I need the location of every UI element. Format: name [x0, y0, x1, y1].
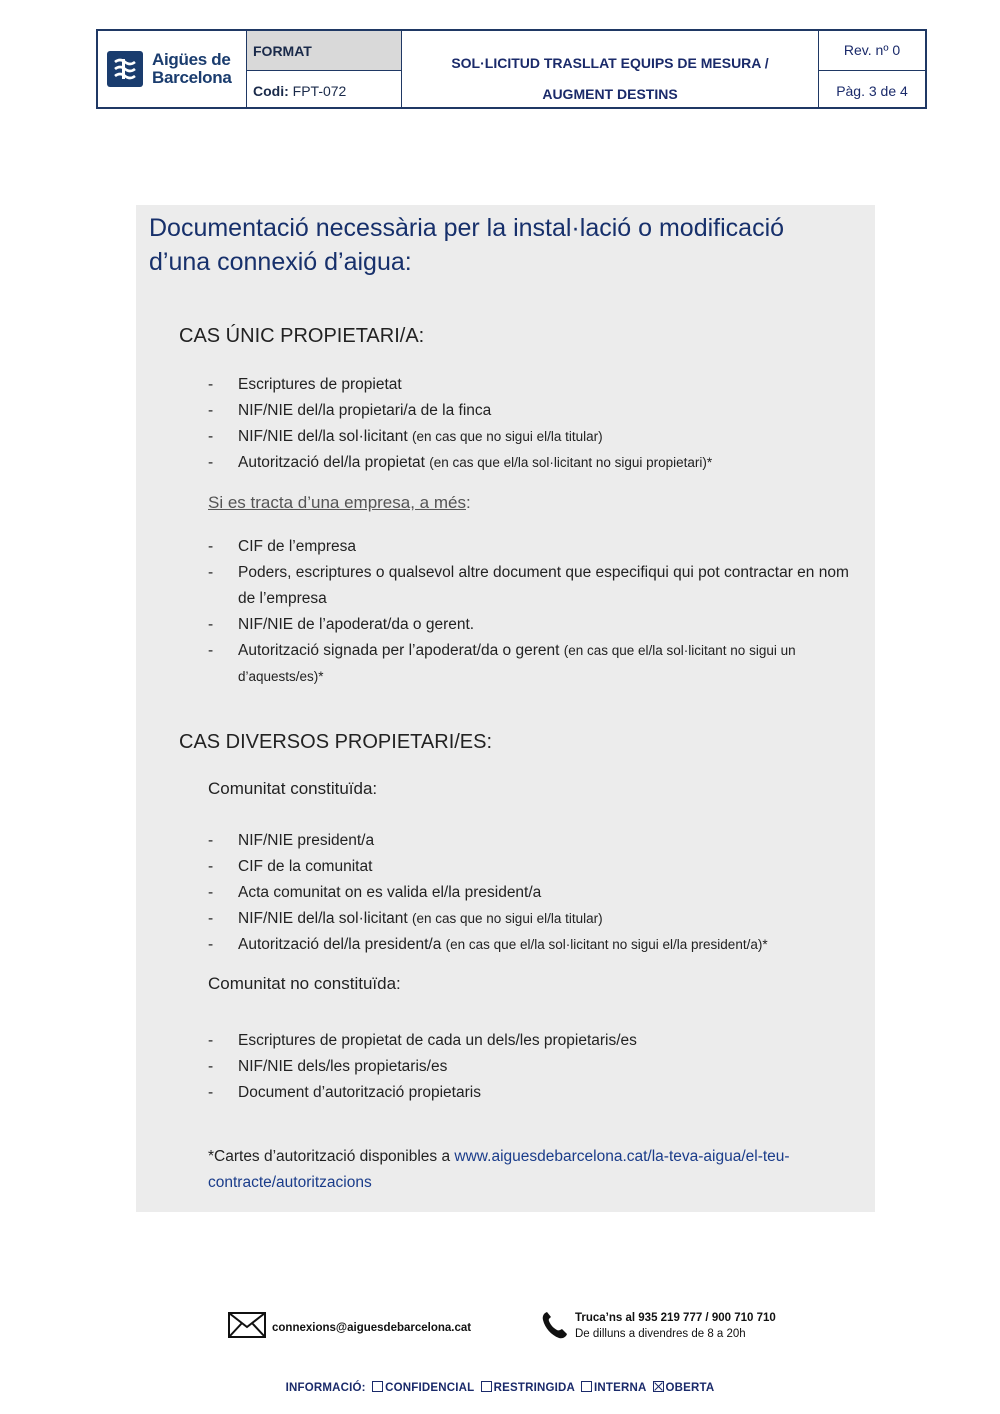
multiple-owners-heading: CAS DIVERSOS PROPIETARI/ES: [179, 731, 493, 753]
company-list [208, 534, 858, 690]
list-item: - CIF de la comunitat [208, 854, 858, 880]
option-label: OBERTA [665, 1382, 715, 1394]
checkbox-restringida[interactable] [481, 1381, 492, 1392]
page-number: Pàg. 3 de 4 [836, 83, 908, 99]
checkbox-interna[interactable] [581, 1381, 592, 1392]
list-item: - Document d’autorització propietaris [208, 1080, 858, 1106]
document-title-line1: SOL·LICITUD TRASLLAT EQUIPS DE MESURA / [451, 55, 769, 71]
page-title: Documentació necessària per la instal·lació o modificació d’una connexió d’aigua: [149, 214, 785, 276]
list-item: - Escriptures de propietat [208, 372, 858, 398]
footer-email [228, 1312, 471, 1343]
list-item: - NIF/NIE del/la propietari/a de la finca [208, 398, 858, 424]
list-item: - CIF de l’empresa [208, 534, 858, 560]
footer-phone [541, 1310, 776, 1345]
list-item: - NIF/NIE president/a [208, 828, 858, 854]
revision-number: Rev. nº 0 [819, 31, 925, 71]
list-item: - Autorització signada per l’apoderat/da o gerent (en cas que el/la sol·licitant no sigui un d’aquests/es)* [208, 638, 858, 690]
code-label: Codi: [253, 83, 289, 99]
envelope-icon [228, 1312, 266, 1343]
constituted-community-list [208, 828, 858, 958]
document-header [96, 29, 927, 109]
checkbox-oberta[interactable] [653, 1381, 664, 1392]
logo-wordmark: Aigües de Barcelona [152, 50, 232, 87]
list-item: - Autorització del/la president/a (en cas que el/la sol·licitant no sigui el/la president/a)* [208, 932, 858, 958]
list-item: - Autorització del/la propietat (en cas que el/la sol·licitant no sigui propietari)* [208, 450, 858, 476]
document-title-line2: AUGMENT DESTINS [542, 86, 678, 102]
document-title [402, 31, 819, 107]
document-code [247, 71, 402, 107]
list-item: - NIF/NIE dels/les propietaris/es [208, 1054, 858, 1080]
email-address[interactable]: connexions@aiguesdebarcelona.cat [272, 1321, 472, 1334]
phone-numbers[interactable]: Truca’ns al 935 219 777 / 900 710 710 [575, 1312, 776, 1324]
list-item: - Acta comunitat on es valida el/la president/a [208, 880, 858, 906]
single-owner-heading: CAS ÚNIC PROPIETARI/A: [179, 325, 425, 347]
documentation-panel [136, 205, 875, 1212]
company-heading: Si es tracta d’una empresa, a més: [208, 493, 471, 512]
phone-icon [541, 1310, 569, 1345]
option-label: CONFIDENCIAL [385, 1382, 475, 1394]
list-item: - Poders, escriptures o qualsevol altre document que especifiqui qui pot contractar en nom de l’empresa [208, 560, 858, 612]
list-item: - Escriptures de propietat de cada un dels/les propietaris/es [208, 1028, 858, 1054]
option-label: RESTRINGIDA [493, 1382, 575, 1394]
brand-logo [98, 31, 247, 107]
info-label: INFORMACIÓ: [285, 1382, 366, 1394]
list-item: - NIF/NIE del/la sol·licitant (en cas que no sigui el/la titular) [208, 424, 858, 450]
opening-hours: De dilluns a divendres de 8 a 20h [575, 1328, 746, 1340]
not-constituted-community-heading: Comunitat no constituïda: [208, 974, 401, 993]
code-value: FPT-072 [292, 83, 347, 99]
checkbox-confidencial[interactable] [372, 1381, 383, 1392]
option-label: INTERNA [594, 1382, 647, 1394]
waves-logo-icon [107, 51, 143, 87]
authorization-link[interactable]: www.aiguesdebarcelona.cat/la-teva-aigua/el-teu-contracte/autoritzacions [208, 1148, 790, 1191]
not-constituted-community-list [208, 1028, 858, 1106]
format-label: FORMAT [247, 31, 402, 71]
constituted-community-heading: Comunitat constituïda: [208, 779, 378, 798]
single-owner-list [208, 372, 858, 476]
list-item: - NIF/NIE del/la sol·licitant (en cas que no sigui el/la titular) [208, 906, 858, 932]
list-item: - NIF/NIE de l’apoderat/da o gerent. [208, 612, 858, 638]
information-classification [0, 1381, 1000, 1394]
authorization-footnote: *Cartes d’autorització disponibles a www.aiguesdebarcelona.cat/la-teva-aigua/el-teu-contracte/autoritzacions [208, 1148, 790, 1191]
